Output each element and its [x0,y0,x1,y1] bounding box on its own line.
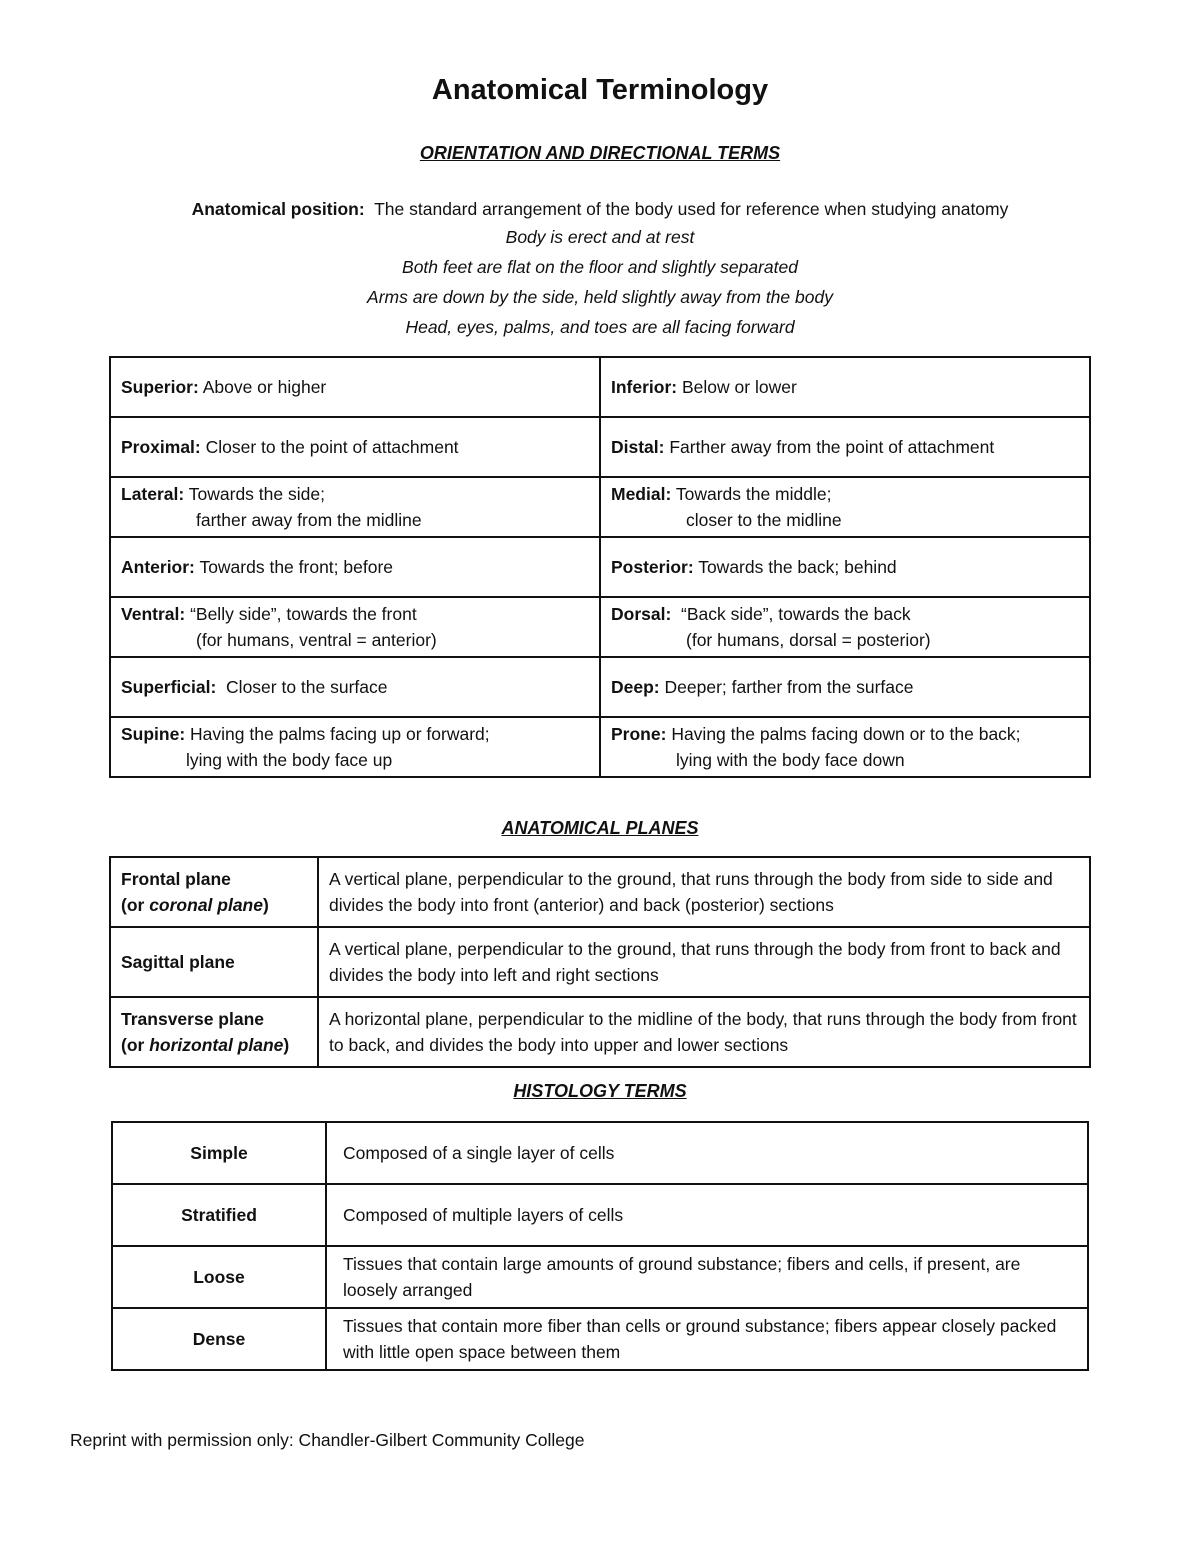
term-cell-distal [600,417,1090,477]
term-cell-ventral [110,597,600,657]
directional-terms-table [109,356,1091,778]
term-cell-superior [110,357,600,417]
term-label: Superficial: [121,677,217,697]
plane-name: Frontal plane [121,869,231,889]
table-row [110,927,1090,997]
plane-alt-suffix: ) [283,1035,290,1055]
table-row [112,1308,1088,1370]
term-label: Anterior: [121,557,195,577]
table-row [112,1122,1088,1184]
plane-name-cell [110,857,318,927]
histology-definition: Tissues that contain more fiber than cells or ground substance; fibers appear closely packed with little open space between them [326,1308,1088,1370]
term-label: Medial: [611,484,672,504]
term-definition-continued: lying with the body face down [676,750,905,770]
table-row [110,537,1090,597]
term-definition: Having the palms facing up or forward; [190,724,490,744]
term-cell-superficial [110,657,600,717]
term-cell-prone [600,717,1090,777]
term-definition: “Belly side”, towards the front [190,604,417,624]
term-label: Superior: [121,377,199,397]
term-label: Dorsal: [611,604,672,624]
table-row [112,1246,1088,1308]
term-definition: Deeper; farther from the surface [664,677,914,697]
term-label: Lateral: [121,484,185,504]
table-row [110,657,1090,717]
term-cell-inferior [600,357,1090,417]
table-row [110,417,1090,477]
histology-terms-table [111,1121,1089,1371]
anatomical-position-term: Anatomical position: [191,199,365,219]
plane-definition: A horizontal plane, perpendicular to the midline of the body, that runs through the body from front to back, and divides the body into upper and lower sections [318,997,1090,1067]
term-cell-medial [600,477,1090,537]
histology-term: Simple [112,1122,326,1184]
plane-name-cell [110,927,318,997]
table-row [110,997,1090,1067]
position-line: Head, eyes, palms, and toes are all facing forward [405,317,795,337]
term-definition: “Back side”, towards the back [681,604,911,624]
plane-definition: A vertical plane, perpendicular to the ground, that runs through the body from side to side and divides the body into front (anterior) and back (posterior) sections [318,857,1090,927]
plane-name: Sagittal plane [121,952,235,972]
term-definition: Farther away from the point of attachment [669,437,995,457]
table-row [112,1184,1088,1246]
term-cell-posterior [600,537,1090,597]
term-cell-dorsal [600,597,1090,657]
term-label: Distal: [611,437,665,457]
term-definition: Towards the front; before [199,557,394,577]
term-definition-continued: closer to the midline [686,510,842,530]
term-definition: Closer to the point of attachment [205,437,459,457]
term-label: Posterior: [611,557,694,577]
plane-name-cell [110,997,318,1067]
plane-alt-term: coronal plane [149,895,263,915]
term-label: Supine: [121,724,186,744]
anatomical-position-block [0,196,1200,343]
planes-heading: ANATOMICAL PLANES [501,818,699,838]
term-label: Inferior: [611,377,678,397]
term-cell-deep [600,657,1090,717]
plane-alt-term: horizontal plane [149,1035,284,1055]
term-definition-continued: lying with the body face up [186,750,393,770]
histology-definition: Tissues that contain large amounts of ground substance; fibers and cells, if present, are loosely arranged [326,1246,1088,1308]
histology-definition: Composed of a single layer of cells [326,1122,1088,1184]
term-label: Prone: [611,724,667,744]
plane-alt-prefix: (or [121,1035,145,1055]
term-label: Deep: [611,677,660,697]
term-definition: Having the palms facing down or to the back; [671,724,1021,744]
term-definition: Towards the middle; [675,484,832,504]
term-cell-supine [110,717,600,777]
term-definition: Below or lower [682,377,797,397]
histology-term: Loose [112,1246,326,1308]
table-row [110,717,1090,777]
plane-alt-suffix: ) [262,895,269,915]
anatomical-planes-table [109,856,1091,1068]
term-definition: Towards the back; behind [698,557,897,577]
page-title: Anatomical Terminology [431,74,769,106]
term-cell-proximal [110,417,600,477]
term-definition: Above or higher [202,377,327,397]
histology-definition: Composed of multiple layers of cells [326,1184,1088,1246]
plane-definition: A vertical plane, perpendicular to the ground, that runs through the body from front to back and divides the body into left and right sections [318,927,1090,997]
plane-alt-name [121,895,269,915]
plane-alt-prefix: (or [121,895,145,915]
term-definition: Closer to the surface [226,677,388,697]
term-definition-continued: (for humans, dorsal = posterior) [686,630,931,650]
position-line: Both feet are flat on the floor and slightly separated [402,257,798,277]
term-definition: Towards the side; [188,484,325,504]
plane-name: Transverse plane [121,1009,264,1029]
table-row [110,857,1090,927]
anatomical-position-text: The standard arrangement of the body used for reference when studying anatomy [374,199,1009,219]
histology-term: Stratified [112,1184,326,1246]
table-row [110,477,1090,537]
term-definition-continued: farther away from the midline [196,510,422,530]
term-label: Ventral: [121,604,186,624]
term-definition-continued: (for humans, ventral = anterior) [196,630,437,650]
histology-term: Dense [112,1308,326,1370]
table-row [110,597,1090,657]
term-label: Proximal: [121,437,201,457]
anatomical-position-definition [0,196,1200,223]
orientation-heading: ORIENTATION AND DIRECTIONAL TERMS [419,143,781,163]
footer-note: Reprint with permission only: Chandler-Gilbert Community College [70,1430,585,1450]
plane-alt-name [121,1035,289,1055]
position-line: Arms are down by the side, held slightly away from the body [367,287,833,307]
table-row [110,357,1090,417]
histology-heading: HISTOLOGY TERMS [513,1081,687,1101]
term-cell-lateral [110,477,600,537]
position-line: Body is erect and at rest [505,227,695,247]
term-cell-anterior [110,537,600,597]
